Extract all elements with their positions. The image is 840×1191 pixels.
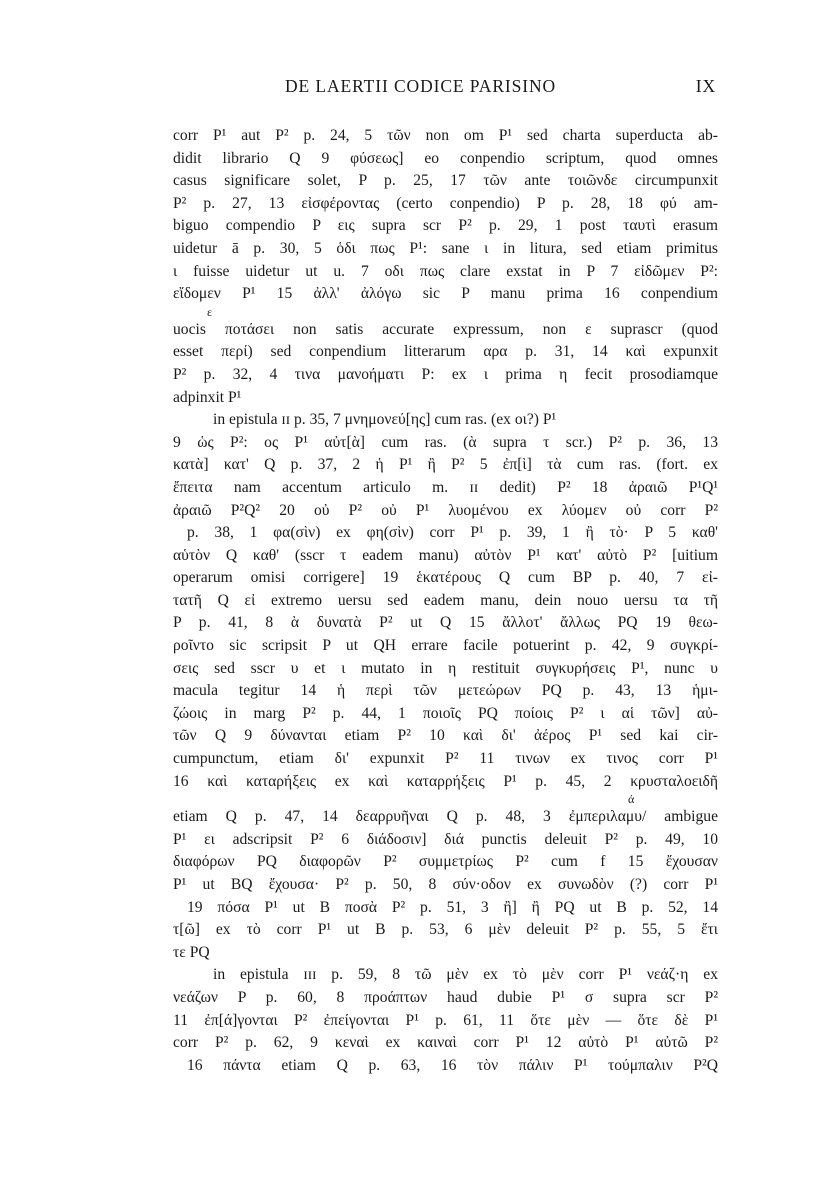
text-line: διαφόρων PQ διαφορῶν P² συμμετρίως P² cum f 15 ἔχουσαν [173,853,718,871]
text-line: ἔπειτα nam accentum articulo m. ɪɪ dedit) P² 18 ἀραιῶ P¹Q¹ [173,478,718,496]
superscript-correction [173,793,718,806]
text-line: τε PQ [173,943,210,961]
text-line: casus significare solet, P p. 25, 17 τῶν ante τοιῶνδε circumpunxit [173,172,718,190]
text-line: cumpunctum, etiam δι' expunxit P² 11 τινων ex τινος corr P¹ [173,750,718,768]
text-line: uidetur ā p. 30, 5 ὁδι πως P¹: sane ι in litura, sed etiam primitus [173,239,718,257]
text-line: σεις sed sscr υ et ι mutato in η restituit συγκυρήσεις P¹, nunc υ [173,659,718,677]
text-line: ἀραιῶ P²Q² 20 οὐ P² οὐ P¹ λυομένου ex λύομεν οὐ corr P² [173,501,718,519]
text-line: τ[ῶ] ex τὸ corr P¹ ut B p. 53, 6 μὲν deleuit P² p. 55, 5 ἔτι [173,921,718,939]
text-line: in epistula ɪɪɪ p. 59, 8 τῶ μὲν ex τὸ μὲν corr P¹ νεάζ·η ex [213,966,718,984]
text-line: ι fuisse uidetur ut u. 7 οδι πως clare exstat in P 7 εἰδῶμεν P²: [173,262,718,280]
text-line: 16 πάντα etiam Q p. 63, 16 τὸν πάλιν P¹ τούμπαλιν P²Q [187,1056,718,1074]
superscript-letter: ε [207,304,213,319]
text-line: esset περί) sed conpendium litterarum αρα p. 31, 14 καὶ expunxit [173,343,718,361]
text-line: αὑτὸν Q καθ' (sscr τ eadem manu) αὐτὸν P¹ κατ' αὐτὸ P² [uitium [173,546,718,564]
text-line: ζώοις in marg P² p. 44, 1 ποιοῖς PQ ποίοις P² ι αἱ τῶν] αὐ- [173,704,718,722]
text-line: P² p. 27, 13 εἰσφέροντας (certo conpendio) P p. 28, 18 φύ am- [173,194,718,212]
text-line: ροῖντο sic scripsit P ut QH errare facile potuerint p. 42, 9 συγκρί- [173,637,718,655]
text-line: p. 38, 1 φα(σὶν) ex φη(σὶν) corr P¹ p. 39, 1 ἢ τὸ· P 5 καθ' [187,524,718,542]
text-line: τατῆ Q εἰ extremo uersu sed eadem manu, dein nouo uersu τα τῆ [173,591,718,609]
critical-apparatus [173,125,718,1077]
text-line: τῶν Q 9 δύνανται etiam P² 10 καὶ δι' ἀέρος P¹ sed kai cir- [173,727,718,745]
text-line: 9 ὡς P²: ος P¹ αὐτ[ὰ] cum ras. (ὰ supra τ scr.) P² p. 36, 13 [173,433,718,451]
text-line: P p. 41, 8 ὰ δυνατὰ P² ut Q 15 ἄλλοτ' ἄλλως PQ 19 θεω- [173,614,718,632]
text-line: κατὰ] κατ' Q p. 37, 2 ἡ P¹ ἢ P² 5 ἐπ[ὶ] τὰ cum ras. (fort. ex [173,456,718,474]
running-title: DE LAERTII CODICE PARISINO [285,76,557,96]
text-line: 11 ἐπ[ά]γονται P² ἐπείγονται P¹ p. 61, 11 ὅτε μὲν — ὅτε δὲ P¹ [173,1011,718,1029]
page-number: IX [695,76,716,96]
text-line: 16 καὶ καταρήξεις ex καὶ καταρρήξεις P¹ p. 45, 2 κρυσταλοειδῆ [173,772,718,790]
text-line: P¹ ut BQ ἔχουσα· P² p. 50, 8 σύν·οδον ex συνωδὸν (?) corr P¹ [173,876,718,893]
text-line: macula tegitur 14 ἡ περὶ τῶν μετεώρων PQ p. 43, 13 ἡμι- [173,682,718,700]
superscript-correction [173,306,718,319]
text-line: corr P¹ aut P² p. 24, 5 τῶν non om P¹ sed charta superducta ab- [173,127,718,144]
running-head [173,76,718,100]
superscript-letter: ά [628,792,635,807]
text-line: εἴδομεν P¹ 15 ἀλλ' ἀλόγω sic P manu prima 16 conpendium [173,285,718,303]
text-line: didit librario Q 9 φύσεως] eo conpendio scriptum, quod omnes [173,149,718,167]
text-line: adpinxit P¹ [173,388,242,406]
text-line: uocis ποτάσει non satis accurate expressum, non ε suprascr (quod [173,320,718,338]
text-line: νεάζων P p. 60, 8 προάπτων haud dubie P¹ σ supra scr P² [173,988,718,1006]
text-line: in epistula ɪɪ p. 35, 7 μνημονεύ[ης] cum ras. (ex οι?) P¹ [213,411,557,429]
text-line: 19 πόσα P¹ ut B ποσὰ P² p. 51, 3 ἢ] ἢ PQ ut B p. 52, 14 [187,898,718,916]
text-line: etiam Q p. 47, 14 δεαρρυῆναι Q p. 48, 3 ἐμπεριλαμυ/ ambigue [173,808,718,826]
text-line: P¹ ει adscripsit P² 6 διάδοσιν] διά punctis deleuit P² p. 49, 10 [173,830,718,848]
text-line: operarum omisi corrigere] 19 ἑκατέρους Q cum BP p. 40, 7 εἰ- [173,569,718,587]
text-line: biguo compendio P εις supra scr P² p. 29, 1 post ταυτὶ erasum [173,217,718,235]
text-line: P² p. 32, 4 τινα μανοήματι P: ex ι prima η fecit prosodiamque [173,365,718,383]
text-line: corr P² p. 62, 9 κεναὶ ex καιναὶ corr P¹ 12 αὐτὸ P¹ αὐτῶ P² [173,1034,718,1052]
